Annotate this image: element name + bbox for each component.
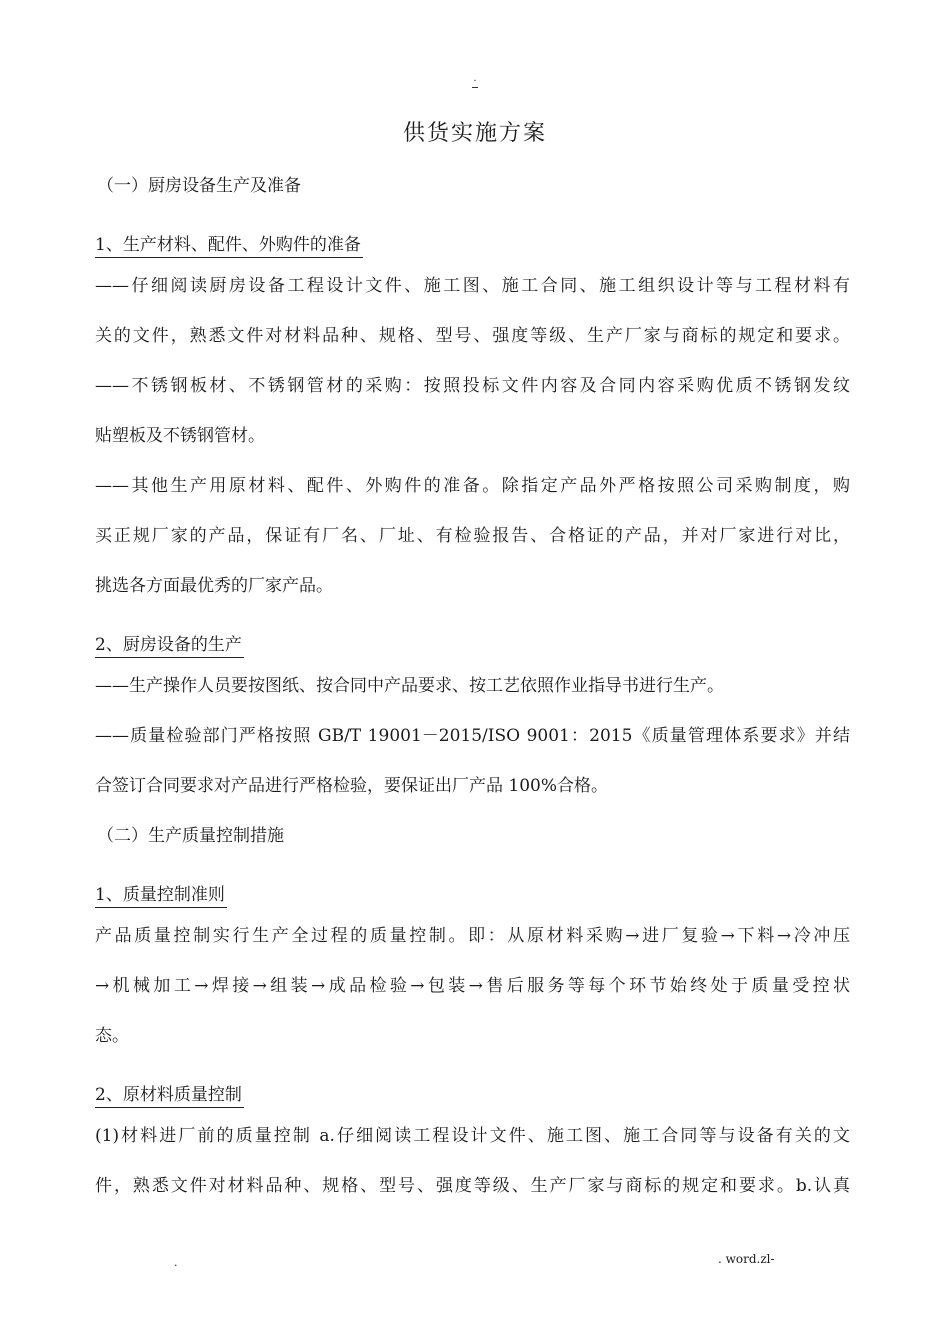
body-text-line: ——生产操作人员要按图纸、按合同中产品要求、按工艺依照作业指导书进行生产。 xyxy=(95,676,724,696)
subsection-heading-text: 2、原材料质量控制 xyxy=(95,1083,244,1108)
body-text-line: 态。 xyxy=(95,1026,129,1046)
body-text-line: →机械加工→焊接→组装→成品检验→包装→售后服务等每个环节始终处于质量受控状 xyxy=(95,976,850,996)
subsection-heading-text: 1、生产材料、配件、外购件的准备 xyxy=(95,233,363,258)
subsection-heading xyxy=(95,1065,850,1115)
footer-left-mark: . xyxy=(174,1256,178,1269)
body-text-line: (1)材料进厂前的质量控制 a.仔细阅读工程设计文件、施工图、施工合同等与设备有关的文 xyxy=(95,1126,850,1146)
body-text-line: ——不锈钢板材、不锈钢管材的采购：按照投标文件内容及合同内容采购优质不锈钢发纹 xyxy=(95,376,850,396)
header-mark xyxy=(0,74,950,88)
document-title: 供货实施方案 xyxy=(402,121,547,146)
header-mark-dot: . xyxy=(473,73,477,84)
subsection-heading xyxy=(95,615,850,665)
document-body xyxy=(95,165,850,1215)
body-text-line: 挑选各方面最优秀的厂家产品。 xyxy=(95,576,333,596)
footer-right-mark: . word.zl- xyxy=(718,1252,775,1266)
header-mark-dash xyxy=(472,87,478,88)
subsection-heading-text: 1、质量控制准则 xyxy=(95,883,227,908)
body-text-line: 买正规厂家的产品，保证有厂名、厂址、有检验报告、合格证的产品，并对厂家进行对比， xyxy=(95,526,850,546)
body-text-line: ——其他生产用原材料、配件、外购件的准备。除指定产品外严格按照公司采购制度，购 xyxy=(95,476,850,496)
section-heading: （二）生产质量控制措施 xyxy=(97,826,284,846)
section-heading: （一）厨房设备生产及准备 xyxy=(97,176,301,196)
body-text-line: ——质量检验部门严格按照 GB/T 19001－2015/ISO 9001：2015《质量管理体系要求》并结 xyxy=(95,726,850,746)
body-text-line: 件，熟悉文件对材料品种、规格、型号、强度等级、生产厂家与商标的规定和要求。b.认真 xyxy=(95,1176,850,1196)
body-text-line: 贴塑板及不锈钢管材。 xyxy=(95,426,265,446)
subsection-heading xyxy=(95,215,850,265)
body-text-line: 合签订合同要求对产品进行严格检验，要保证出厂产品 100%合格。 xyxy=(95,776,609,796)
body-text-line: 产品质量控制实行生产全过程的质量控制。即：从原材料采购→进厂复验→下料→冷冲压 xyxy=(95,926,850,946)
body-text-line: ——仔细阅读厨房设备工程设计文件、施工图、施工合同、施工组织设计等与工程材料有 xyxy=(95,276,850,296)
body-text-line: 关的文件，熟悉文件对材料品种、规格、型号、强度等级、生产厂家与商标的规定和要求。 xyxy=(95,326,850,346)
subsection-heading-text: 2、厨房设备的生产 xyxy=(95,633,244,658)
subsection-heading xyxy=(95,865,850,915)
